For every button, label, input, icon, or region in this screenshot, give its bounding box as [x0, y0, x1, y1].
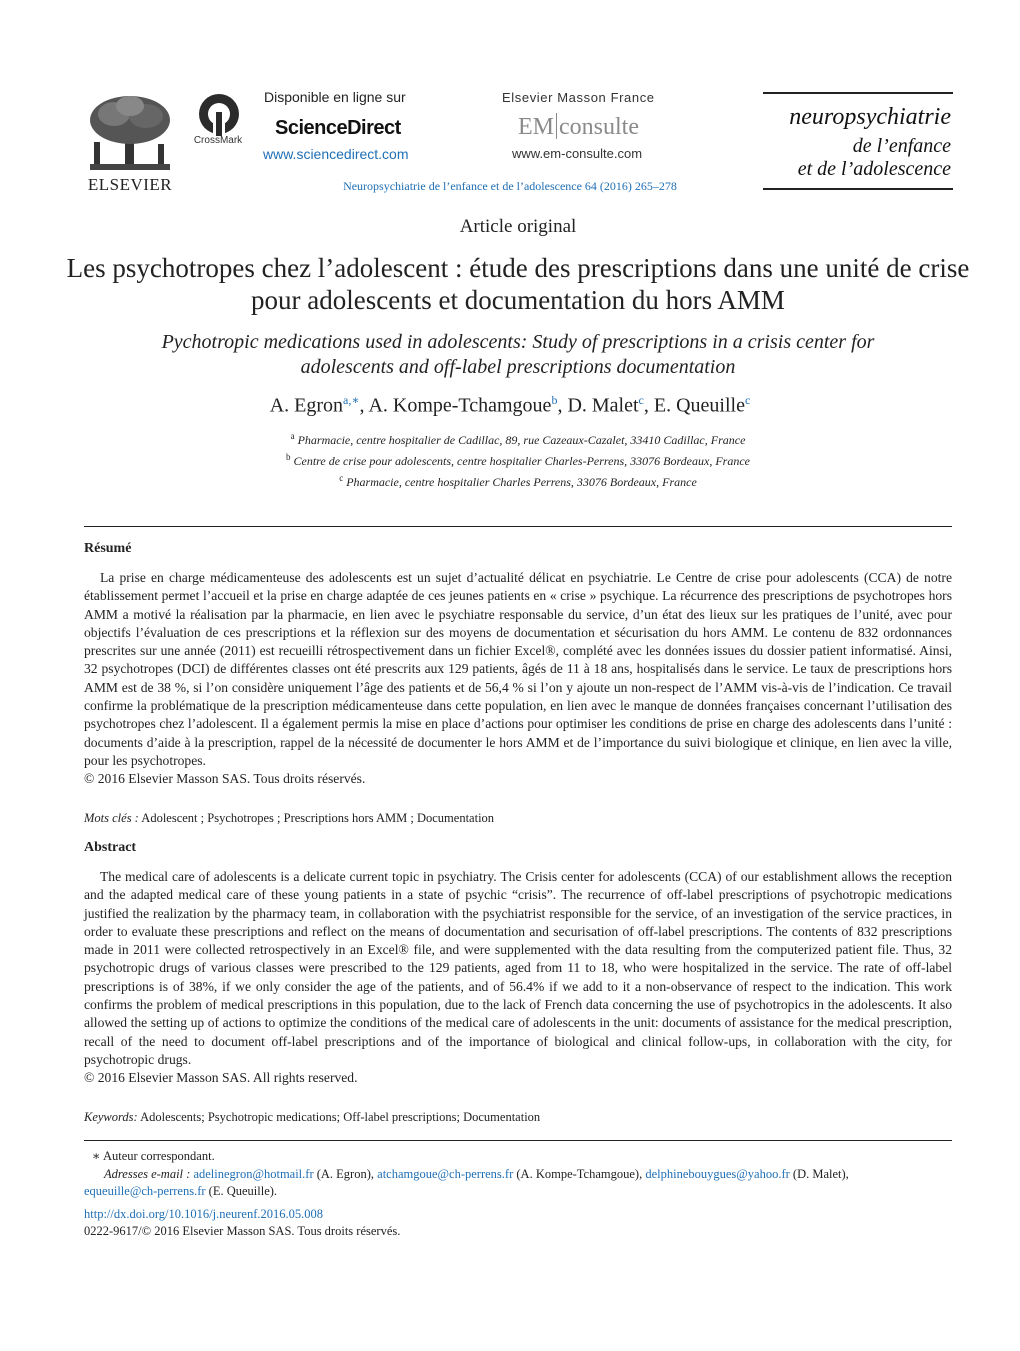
abstract-copyright: © 2016 Elsevier Masson SAS. All rights reserved. [84, 1070, 358, 1086]
journal-logo-line3: et de l’adolescence [797, 158, 951, 180]
doi-link[interactable]: http://dx.doi.org/10.1016/j.neurenf.2016.05.008 [84, 1207, 323, 1221]
sciencedirect-logo: ScienceDirect [275, 117, 401, 139]
issn-copyright: 0222-9617/© 2016 Elsevier Masson SAS. Tous droits réservés. [84, 1224, 401, 1238]
emconsulte-logo-consulte: consulte [559, 114, 639, 140]
author-name: E. Queuille [653, 394, 745, 417]
journal-logo [763, 92, 953, 190]
emconsulte-url[interactable]: www.em-consulte.com [512, 146, 643, 161]
author-affiliation-link[interactable]: b [551, 393, 558, 407]
author-affiliation-link[interactable]: a,∗ [343, 393, 360, 407]
author-name: D. Malet [567, 394, 639, 417]
section-divider [84, 526, 952, 527]
corresponding-note: ∗ Auteur correspondant. [92, 1149, 215, 1163]
keywords-label: Mots clés : [84, 811, 139, 825]
author-name: A. Kompe-Tchamgoue [368, 394, 552, 417]
email-link[interactable]: atchamgoue@ch-perrens.fr [377, 1166, 514, 1181]
author-list: A. Egron$^{a,∗}$, A. Kompe-Tchamgoue$^b$, D. Malet$^c$, E. Queuille$^c$ [269, 393, 751, 417]
sciencedirect-available-text: Disponible en ligne sur [264, 89, 406, 105]
author-name: A. Egron [269, 394, 344, 417]
emconsulte-logo-em: EM [518, 114, 554, 140]
keywords-text: Adolescents; Psychotropic medications; Off-label prescriptions; Documentation [140, 1110, 541, 1124]
resume-text: La prise en charge médicamenteuse des adolescents est un sujet d’actualité délicat en psychiatrie. Le Centre de crise pour adolescents (CCA) de notre établissement permet l’accueil et la prise en charge adaptée de ces jeunes patients en « crise » psychique. La récurrence des prescriptions de psychotropes hors AMM a motivé la réalisation par la pharmacie, en lien avec le psychiatre responsable du service, d’un état des lieux sur les pratiques de l’unité, avec pour objectifs l’évaluation de ces prescriptions et la réflexion sur des moyens de documentation et sécurisation du hors AMM. Le contenu de 832 ordonnances prescrites sur une année (2011) est recueilli rétrospectivement dans un fichier Excel®, complété avec les données issues du dossier patient informatisé. Ainsi, 32 psychotropes (DCI) de différentes classes ont été prescrits aux 129 patients, âgés de 11 à 18 ans, hospitalisés dans le service. Le taux de prescriptions hors AMM est de 38 %, si l’on considère uniquement l’âge des patients et de 56,4 % si l’on y ajoute un non-respect de l’AMM vis-à-vis de l’indication. Ce travail confirme la problématique de la prescription médicamenteuse dans cette population, en lien avec le manque de données françaises concernant l’utilisation des psychotropes chez l’adolescent. Il a également permis la mise en place d’actions pour optimiser les conditions de prise en charge des adolescents dans l’unité : documents d’aide à la prescription, rappel de la nécessité de documenter le hors AMM et de l’importance du suivi biologique et clinique, en lien avec la ville, pour les psychotropes. [84, 570, 952, 768]
elsevier-wordmark: ELSEVIER [87, 175, 173, 194]
em-publisher-text: Elsevier Masson France [502, 90, 655, 105]
affiliation-list [0, 428, 1020, 491]
emconsulte-logo [518, 113, 639, 141]
crossmark-label: CrossMark [193, 135, 243, 146]
abstract-keywords [84, 1110, 952, 1125]
resume-body [84, 569, 952, 789]
article-title-en: Pychotropic medications used in adolescents: Study of prescriptions in a crisis center for adolescents and off-label prescriptions documentation [161, 331, 875, 378]
email-link[interactable]: equeuille@ch-perrens.fr [84, 1184, 206, 1198]
email-list-continued: equeuille@ch-perrens.fr (E. Queuille). [84, 1184, 278, 1198]
affiliation-item: $^b$ Centre de crise pour adolescents, centre hospitalier Charles-Perrens, 33076 Bordeaux, France [286, 452, 750, 468]
author-affiliation-link[interactable]: c [638, 393, 644, 407]
abstract-text: The medical care of adolescents is a delicate current topic in psychiatry. The Crisis center for adolescents (CCA) of our establishment allows the reception and the adapted medical care of these young patients in a state of psychic “crisis”. The recurrence of off-label prescriptions of psychotropic medications justified the realization by the pharmacy team, in collaboration with the psychiatrist responsible for the service, of an investigation of the service practices, in order to evaluate these prescriptions and reflect on the means of documentation and securisation of off-label prescriptions. The contents of 832 prescriptions made in 2011 were collected retrospectively in an Excel® file, and were supplemented with the data resulting from the computerized patient file. Thus, 32 psychotropic drugs of various classes were prescribed to the 129 patients, aged from 11 to 18, who were hospitalized in the service. The rate of off-label prescriptions is of 38%, if we only consider the age of the patients, and of 56.4% if we add to it a non-observance of respect to the indication. This work confirms the problem of medical prescriptions in this population, due to the lack of French data concerning the use of psychotropics in the adolescents. It also allowed the setting up of actions to optimize the conditions of the medical care of adolescents in the unit: documents of assistance for the medical prescription, recall of the need to document off-label prescriptions and of the importance of biological and clinical follow-ups, in collaboration with the city, for psychotropic drugs. [84, 869, 952, 1067]
journal-logo-line1: neuropsychiatrie [789, 104, 951, 130]
article-type: Article original [459, 216, 577, 237]
resume-keywords [84, 811, 952, 826]
author-affiliation-link[interactable]: c [744, 393, 751, 407]
article-title-fr: Les psychotropes chez l’adolescent : étude des prescriptions dans une unité de crise pour adolescents et documentation du hors AMM [66, 253, 970, 315]
footnote [84, 1148, 952, 1201]
abstract-heading: Abstract [84, 840, 137, 855]
sciencedirect-url-link[interactable]: www.sciencedirect.com [263, 146, 409, 162]
affiliation-item: $^c$ Pharmacie, centre hospitalier Charles Perrens, 33076 Bordeaux, France [339, 473, 697, 489]
affiliation-item: $^a$ Pharmacie, centre hospitalier de Cadillac, 89, rue Cazeaux-Cazalet, 33410 Cadillac, France [290, 431, 746, 447]
email-link[interactable]: adelinegron@hotmail.fr [193, 1166, 314, 1181]
resume-copyright: © 2016 Elsevier Masson SAS. Tous droits réservés. [84, 771, 366, 787]
resume-heading: Résumé [84, 541, 132, 556]
email-list: Adresses e-mail : adelinegron@hotmail.fr (A. Egron), atchamgoue@ch-perrens.fr (A. Kompe-Tchamgoue), delphinebouygues@yahoo.fr (D. Malet), [104, 1166, 849, 1181]
abstract-body [84, 868, 952, 1088]
keywords-text: Adolescent ; Psychotropes ; Prescriptions hors AMM ; Documentation [141, 811, 495, 825]
email-link[interactable]: delphinebouygues@yahoo.fr [645, 1166, 790, 1181]
journal-citation-link[interactable]: Neuropsychiatrie de l’enfance et de l’adolescence 64 (2016) 265–278 [343, 179, 677, 193]
footnote-divider [84, 1140, 952, 1141]
keywords-label: Keywords: [84, 1110, 138, 1124]
journal-logo-line2: de l’enfance [852, 135, 951, 157]
